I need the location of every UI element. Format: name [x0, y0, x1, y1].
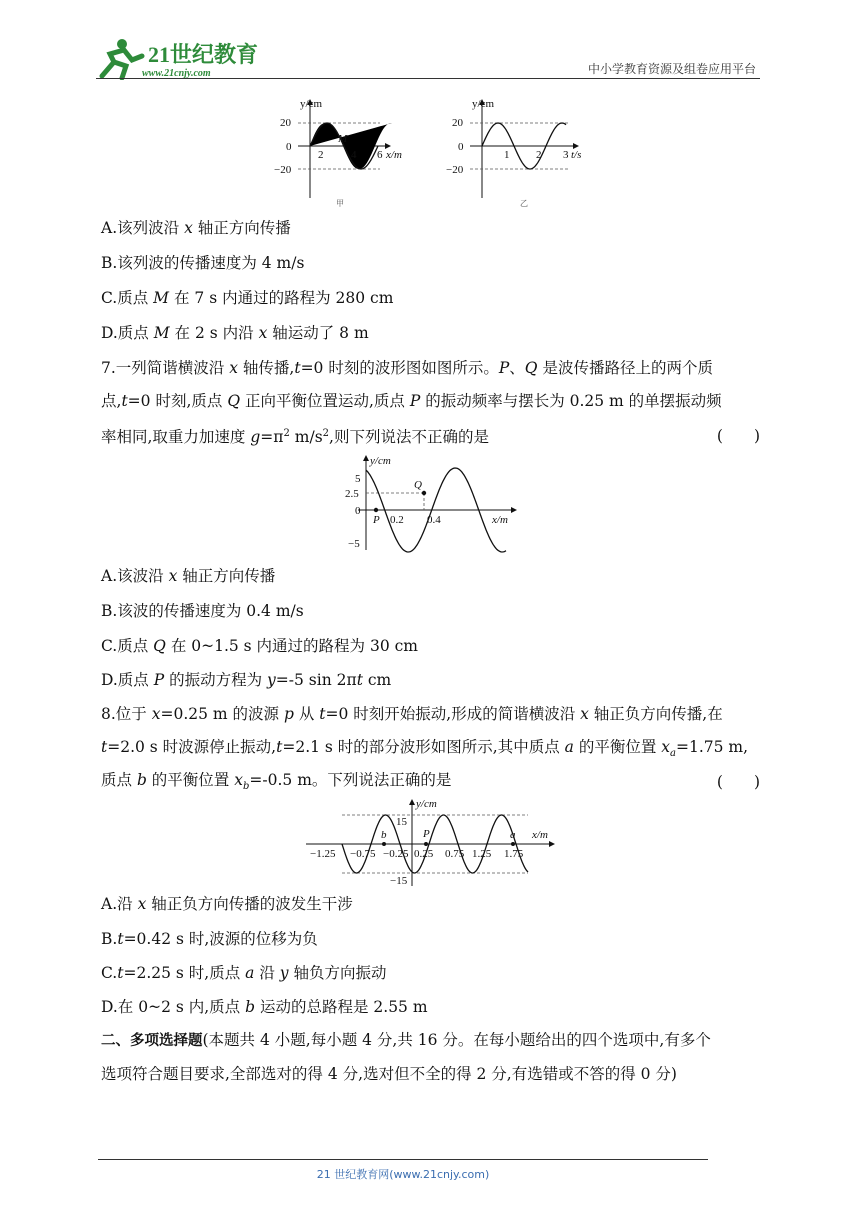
logo-url: www.21cnjy.com: [142, 68, 211, 79]
q8-label-p: P: [423, 828, 430, 840]
jia-ylabel: y/cm: [300, 98, 322, 110]
q7-answer-paren[interactable]: ( ): [716, 427, 760, 445]
q7-option-c[interactable]: C.质点 Q 在 0~1.5 s 内通过的路程为 30 cm: [101, 637, 419, 655]
jia-xlabel: x/m: [386, 149, 402, 161]
q8-ym15: −15: [390, 875, 408, 887]
yi-tick-3: 3: [563, 149, 569, 161]
q6-option-d[interactable]: D.质点 M 在 2 s 内沿 x 轴运动了 8 m: [101, 324, 369, 342]
q8-option-b[interactable]: B.t=0.42 s 时,波源的位移为负: [101, 930, 318, 948]
q7-ylabel: y/cm: [370, 455, 391, 467]
q6-option-c[interactable]: C.质点 M 在 7 s 内通过的路程为 280 cm: [101, 289, 394, 307]
jia-tick-1: 2: [318, 149, 324, 161]
q8-tick-075: 0.75: [445, 848, 465, 860]
q8-tick-125: 1.25: [472, 848, 492, 860]
jia-caption: 甲: [336, 199, 344, 208]
q8-option-a[interactable]: A.沿 x 轴正负方向传播的波发生干涉: [101, 895, 353, 913]
footer-link[interactable]: 21 世纪教育网(www.21cnjy.com): [316, 1168, 490, 1181]
jia-yzero: 0: [286, 141, 292, 153]
q7-option-d[interactable]: D.质点 P 的振动方程为 y=-5 sin 2πt cm: [101, 671, 392, 689]
q8-tick-m025: −0.25: [383, 848, 409, 860]
q8-answer-paren[interactable]: ( ): [716, 773, 760, 791]
q8-option-d[interactable]: D.在 0~2 s 内,质点 b 运动的总路程是 2.55 m: [101, 998, 428, 1016]
q7-xlabel: x/m: [492, 514, 508, 526]
yi-caption: 乙: [520, 199, 528, 208]
jia-tick-3: 6: [377, 149, 383, 161]
q8-point-a-dot: [511, 842, 515, 846]
q8-tick-025: 0.25: [414, 848, 434, 860]
q7-point-q-dot: [422, 491, 426, 495]
yi-ytop: 20: [452, 117, 463, 129]
q8-point-b-dot: [382, 842, 386, 846]
q8-wave-figure: [300, 796, 560, 888]
footer-divider: [98, 1159, 708, 1160]
q8-tick-175: 1.75: [504, 848, 524, 860]
header-platform-text: 中小学教育资源及组卷应用平台: [587, 62, 756, 76]
q8-label-a: a: [510, 829, 516, 841]
jia-ytop: 20: [280, 117, 291, 129]
section2-header-line1: [101, 1030, 711, 1051]
yi-xlabel: t/s: [571, 149, 582, 161]
q7-option-a[interactable]: A.该波沿 x 轴正方向传播: [101, 567, 276, 585]
q8-xlabel: x/m: [532, 829, 548, 841]
jia-tick-2: 4: [351, 149, 357, 161]
q7-tick-04: 0.4: [427, 514, 441, 526]
q6-option-b[interactable]: B.该列波的传播速度为 4 m/s: [101, 254, 305, 272]
section2-title: 二、多项选择题: [101, 1033, 203, 1049]
wave-figure-jia: [268, 94, 428, 212]
q7-tick-02: 0.2: [390, 514, 404, 526]
yi-ybot: −20: [446, 164, 464, 176]
q7-label-p: P: [373, 514, 380, 526]
q8-y15: 15: [396, 816, 407, 828]
wave-figure-yi: [440, 94, 600, 212]
header-divider: [96, 78, 760, 79]
q8-option-c[interactable]: C.t=2.25 s 时,质点 a 沿 y 轴负方向振动: [101, 964, 387, 982]
q8-label-b: b: [381, 829, 387, 841]
q8-tick-m125: −1.25: [310, 848, 336, 860]
q8-ylabel: y/cm: [416, 798, 437, 810]
yi-ylabel: y/cm: [472, 98, 494, 110]
q7-y25: 2.5: [345, 488, 359, 500]
q7-label-q: Q: [414, 479, 422, 491]
section2-desc2: 选项符合题目要求,全部选对的得 4 分,选对但不全的得 2 分,有选错或不答的得 0 分): [101, 1065, 677, 1083]
q8-point-p-dot: [424, 842, 428, 846]
q8-stem-line2: t=2.0 s 时波源停止振动,t=2.1 s 时的部分波形如图所示,其中质点 a 的平衡位置 $x_a=1.75$ m,: [101, 738, 749, 760]
yi-tick-2: 2: [536, 149, 542, 161]
jia-point-m: M: [338, 133, 348, 145]
q7-y0: 0: [355, 505, 361, 517]
q7-y5: 5: [355, 473, 361, 485]
jia-ybot: −20: [274, 164, 292, 176]
section2-desc1: (本题共 4 小题,每小题 4 分,共 16 分。在每小题给出的四个选项中,有多个: [202, 1031, 711, 1049]
logo-text: 21世纪教育: [148, 42, 259, 67]
q7-wave-figure: [338, 452, 528, 556]
q7-ym5: −5: [348, 538, 360, 550]
q8-stem-line3: 质点 b 的平衡位置 $x_b=-0.5$ m。下列说法正确的是: [101, 771, 452, 793]
q7-stem-line1: 7.一列简谐横波沿 x 轴传播,t=0 时刻的波形图如图所示。P、Q 是波传播路径上的两个质: [101, 359, 713, 377]
q8-stem-line1: 8.位于 x=0.25 m 的波源 p 从 t=0 时刻开始振动,形成的简谐横波沿 x 轴正负方向传播,在: [101, 705, 723, 723]
yi-yzero: 0: [458, 141, 464, 153]
q8-tick-m075: −0.75: [350, 848, 376, 860]
runner-icon: [102, 39, 142, 78]
q7-stem-line3: 率相同,取重力加速度 $g=\pi^2$ $m/s^2$,则下列说法不正确的是: [101, 428, 489, 447]
q7-point-p-dot: [374, 508, 378, 512]
q6-option-a[interactable]: A.该列波沿 x 轴正方向传播: [101, 219, 291, 237]
site-logo: [92, 36, 262, 80]
q7-option-b[interactable]: B.该波的传播速度为 0.4 m/s: [101, 602, 304, 620]
yi-tick-1: 1: [504, 149, 510, 161]
q7-stem-line2: 点,t=0 时刻,质点 Q 正向平衡位置运动,质点 P 的振动频率与摆长为 0.25 m 的单摆振动频: [101, 392, 722, 410]
